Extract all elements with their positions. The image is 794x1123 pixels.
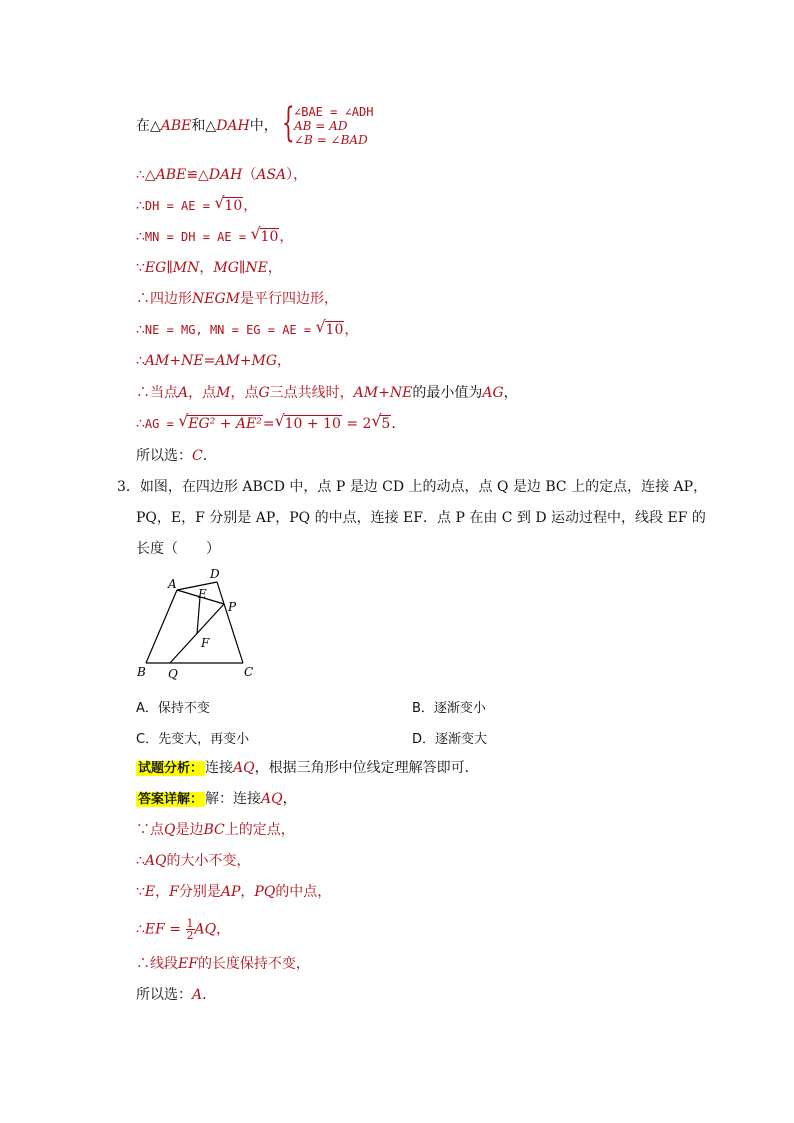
- quadrilateral-figure: [130, 562, 270, 684]
- ag-value-line: ∴AG = √ EG² + AE²= √ 10 + 10 = 2 √ 5.: [136, 411, 396, 432]
- option-d[interactable]: D．逐渐变大: [412, 732, 488, 747]
- label-Q: Q: [168, 667, 178, 681]
- analysis-line: 试题分析： 连接AQ，根据三角形中位线定理解答即可．: [138, 760, 479, 776]
- ne-equals-line: ∴NE = MG, MN = EG = AE = √ 10，: [136, 317, 359, 338]
- sqrt-10: √ 10: [214, 193, 243, 214]
- answer-c-line: 所以选：C.: [136, 448, 208, 464]
- sqrt-5: √ 5: [371, 411, 391, 432]
- answer-detail-line: 答案详解： 解：连接AQ，: [138, 791, 297, 807]
- label-D: D: [210, 567, 220, 581]
- parallel-line: ∵EG∥MN，MG∥NE，: [136, 260, 282, 276]
- label-E: E: [198, 587, 207, 601]
- solution-step-5: ∴线段EF的长度保持不变，: [136, 956, 310, 972]
- collinear-line: ∴当点A，点M，点G三点共线时，AM+NE的最小值为AG，: [136, 385, 518, 401]
- option-b[interactable]: B．逐渐变小: [412, 701, 486, 716]
- answer-tag: 答案详解：: [138, 792, 204, 807]
- question-3-line-1: 3．如图，在四边形 ABCD 中，点 P 是边 CD 上的动点，点 Q 是边 BC 上的定点，连接 AP，: [117, 479, 708, 495]
- congruence-setup-line: 在△ABE和△DAH中，: [136, 118, 278, 134]
- solution-step-4: ∴EF = $\frac{1}{2}$ AQ，: [136, 917, 231, 942]
- system-row-2: AB = AD: [294, 119, 348, 133]
- segment-EF: [197, 597, 200, 634]
- system-row-1: ∠BAE = ∠ADH: [294, 105, 374, 119]
- solution-step-2: ∴AQ的大小不变，: [136, 853, 251, 869]
- sqrt-10: √ 10: [250, 224, 279, 245]
- left-brace: {: [282, 100, 295, 146]
- solution-step-1: ∵点Q是边BC上的定点，: [136, 822, 295, 838]
- parallelogram-line: ∴四边形NEGM是平行四边形，: [136, 291, 338, 307]
- fraction-one-half: $\frac{1}{2}$: [186, 917, 194, 942]
- dh-equals-line: ∴DH = AE = √ 10，: [136, 193, 258, 214]
- segment-DC: [217, 582, 243, 663]
- label-F: F: [201, 636, 210, 650]
- label-B: B: [137, 665, 146, 679]
- system-row-3: ∠B = ∠BAD: [294, 133, 368, 147]
- sqrt-eg-ae: √ EG² + AE²: [178, 411, 262, 432]
- option-c[interactable]: C．先变大，再变小: [136, 732, 250, 747]
- question-3-line-2: PQ，E，F 分别是 AP，PQ 的中点，连接 EF．点 P 在由 C 到 D 运动过程中，线段 EF 的: [136, 510, 706, 526]
- option-a[interactable]: A．保持不变: [136, 701, 210, 716]
- sqrt-10: √ 10: [315, 317, 344, 338]
- analysis-tag: 试题分析：: [138, 761, 204, 776]
- question-3-line-3: 长度（ ）: [136, 541, 220, 557]
- segment-AD: [177, 582, 217, 590]
- segment-BA: [146, 590, 177, 663]
- label-C: C: [244, 665, 254, 679]
- sum-equality-line: ∴AM+NE=AM+MG，: [136, 353, 292, 369]
- congruence-conclusion-line: ∴△ABE≌△DAH（ASA），: [136, 167, 308, 183]
- sqrt-10-plus-10: √ 10 + 10: [274, 411, 341, 432]
- solution-step-3: ∵E，F分别是AP，PQ的中点，: [136, 884, 332, 900]
- mn-equals-line: ∴MN = DH = AE = √ 10，: [136, 224, 294, 245]
- answer-a-line: 所以选：A.: [136, 987, 207, 1003]
- label-P: P: [228, 600, 237, 614]
- equation-system: [282, 100, 412, 147]
- label-A: A: [168, 577, 177, 591]
